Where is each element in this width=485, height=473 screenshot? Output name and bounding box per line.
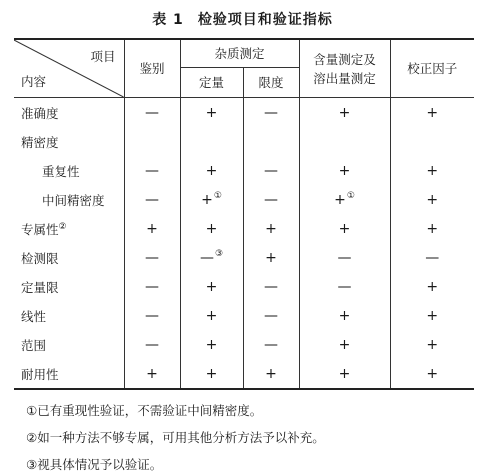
header-limit: 限度 <box>243 68 299 98</box>
row-label-text: 准确度 <box>21 105 59 121</box>
cell-value: + <box>205 104 218 121</box>
cell-value: + <box>205 278 218 295</box>
table-cell <box>243 127 299 156</box>
cell-value: + <box>338 104 351 121</box>
cell-symbol <box>339 221 351 237</box>
cell-value: + <box>338 220 351 237</box>
table-row <box>14 214 474 243</box>
cell-value: + <box>426 191 439 208</box>
row-label-text: 检测限 <box>21 250 59 266</box>
row-label <box>14 301 124 330</box>
table-cell <box>299 359 390 389</box>
cell-symbol <box>426 308 438 324</box>
table-cell <box>124 127 180 156</box>
cell-symbol <box>206 163 218 179</box>
cell-symbol <box>339 366 351 382</box>
cell-value: — <box>264 336 278 353</box>
cell-symbol <box>145 250 159 266</box>
cell-symbol <box>426 366 438 382</box>
table-row <box>14 359 474 389</box>
cell-value: — <box>145 191 159 208</box>
cell-symbol <box>339 308 351 324</box>
table-cell <box>243 98 299 128</box>
table-cell <box>299 272 390 301</box>
table-cell <box>299 301 390 330</box>
cell-symbol <box>426 279 438 295</box>
table-row <box>14 185 474 214</box>
table-cell <box>180 301 243 330</box>
cell-symbol <box>425 250 439 266</box>
cell-value: + <box>338 365 351 382</box>
header-item-label: 项目 <box>90 49 116 64</box>
table-cell <box>124 359 180 389</box>
row-label <box>14 243 124 272</box>
table-cell <box>243 330 299 359</box>
table-cell <box>390 214 474 243</box>
cell-value: + <box>265 249 277 266</box>
cell-symbol <box>201 192 222 208</box>
cell-symbol <box>334 192 355 208</box>
cell-value: + <box>265 220 277 237</box>
cell-value: + <box>334 191 346 208</box>
cell-value: + <box>338 307 351 324</box>
cell-symbol <box>426 163 438 179</box>
header-quantitative: 定量 <box>180 68 243 98</box>
cell-symbol <box>206 366 218 382</box>
cell-symbol <box>264 163 278 179</box>
cell-value: — <box>337 249 352 266</box>
cell-value: + <box>205 365 218 382</box>
table-number: 表 1 <box>152 12 184 28</box>
cell-symbol <box>426 192 438 208</box>
cell-value: + <box>146 365 158 382</box>
cell-symbol <box>265 366 277 382</box>
row-label-text: 专属性 <box>21 221 59 237</box>
cell-value: — <box>264 162 278 179</box>
cell-symbol <box>339 163 351 179</box>
table-row <box>14 272 474 301</box>
table-cell <box>124 301 180 330</box>
footnote-2: ②如一种方法不够专属，可用其他分析方法予以补充。 <box>26 430 325 445</box>
cell-value: — <box>199 249 214 266</box>
cell-value: + <box>426 336 439 353</box>
table-cell <box>180 127 243 156</box>
table-cell <box>299 156 390 185</box>
row-label-text: 中间精密度 <box>42 192 105 208</box>
row-label <box>14 127 124 156</box>
table-cell <box>124 98 180 128</box>
table-cell <box>390 359 474 389</box>
cell-symbol <box>339 105 351 121</box>
table-cell <box>243 156 299 185</box>
cell-value: — <box>264 191 278 208</box>
cell-symbol <box>426 221 438 237</box>
row-label <box>14 185 124 214</box>
cell-value: — <box>145 104 159 121</box>
cell-symbol <box>264 105 278 121</box>
table-cell <box>299 98 390 128</box>
cell-symbol <box>145 337 159 353</box>
cell-symbol <box>264 308 278 324</box>
table-cell <box>299 330 390 359</box>
cell-symbol <box>265 221 277 237</box>
row-label <box>14 330 124 359</box>
cell-symbol <box>206 221 218 237</box>
table-cell <box>390 272 474 301</box>
cell-symbol <box>426 105 438 121</box>
cell-value: + <box>426 278 439 295</box>
table-cell <box>180 272 243 301</box>
table-cell <box>390 185 474 214</box>
row-label-text: 重复性 <box>42 163 80 179</box>
cell-value: + <box>338 336 351 353</box>
table-cell <box>124 243 180 272</box>
cell-symbol <box>264 192 278 208</box>
table-row <box>14 156 474 185</box>
table-cell <box>390 156 474 185</box>
table-cell <box>180 359 243 389</box>
cell-value: + <box>426 162 439 179</box>
cell-value: + <box>426 104 439 121</box>
cell-value: + <box>146 220 158 237</box>
row-label <box>14 272 124 301</box>
cell-symbol <box>200 250 223 266</box>
row-label-footnote-mark: ② <box>58 221 67 232</box>
diagonal-header-cell <box>14 39 124 98</box>
header-assay-line1: 含量测定及 <box>313 51 376 67</box>
cell-symbol <box>264 279 278 295</box>
table-cell <box>390 330 474 359</box>
cell-footnote-mark: ① <box>346 191 355 202</box>
table-cell <box>243 214 299 243</box>
row-label-text: 耐用性 <box>21 366 59 382</box>
row-label <box>14 156 124 185</box>
cell-value: + <box>205 162 218 179</box>
cell-symbol <box>145 308 159 324</box>
cell-symbol <box>206 105 218 121</box>
header-assay <box>299 39 390 98</box>
cell-symbol <box>146 221 158 237</box>
cell-value: + <box>338 162 351 179</box>
footnote-3: ③视具体情况予以验证。 <box>26 457 163 472</box>
table-cell <box>124 156 180 185</box>
table-cell <box>124 330 180 359</box>
cell-value: + <box>205 220 218 237</box>
cell-symbol <box>206 279 218 295</box>
table-cell <box>124 185 180 214</box>
table-title <box>0 9 485 29</box>
cell-value: — <box>337 278 352 295</box>
cell-symbol <box>426 337 438 353</box>
table-cell <box>124 214 180 243</box>
table-cell <box>390 301 474 330</box>
header-content-label: 内容 <box>21 74 47 89</box>
table-row <box>14 243 474 272</box>
table-row <box>14 330 474 359</box>
table-row <box>14 127 474 156</box>
cell-footnote-mark: ③ <box>214 249 224 260</box>
table-cell <box>180 214 243 243</box>
table-cell <box>299 243 390 272</box>
cell-symbol <box>264 337 278 353</box>
cell-symbol <box>145 105 159 121</box>
table-row <box>14 301 474 330</box>
header-assay-line2: 溶出量测定 <box>313 70 376 86</box>
cell-value: — <box>145 249 159 266</box>
row-label <box>14 359 124 389</box>
cell-value: — <box>264 278 278 295</box>
cell-footnote-mark: ① <box>213 191 222 202</box>
table-row <box>14 98 474 128</box>
table-cell <box>299 214 390 243</box>
row-label <box>14 214 124 243</box>
row-label-text: 精密度 <box>21 134 59 150</box>
cell-value: + <box>201 191 213 208</box>
cell-value: + <box>265 365 277 382</box>
header-impurity: 杂质测定 <box>180 39 299 68</box>
table-cell <box>243 359 299 389</box>
cell-value: — <box>145 336 159 353</box>
footnote-1: ①已有重现性验证，不需验证中间精密度。 <box>26 403 263 418</box>
cell-value: — <box>145 162 159 179</box>
cell-value: + <box>426 365 439 382</box>
table-caption: 检验项目和验证指标 <box>197 12 333 28</box>
cell-value: — <box>425 249 440 266</box>
table-cell <box>180 185 243 214</box>
table-cell <box>390 127 474 156</box>
table-cell <box>124 272 180 301</box>
cell-symbol <box>339 337 351 353</box>
table-cell <box>390 243 474 272</box>
cell-value: + <box>205 336 218 353</box>
cell-value: — <box>145 278 159 295</box>
cell-value: + <box>426 307 439 324</box>
cell-value: — <box>264 307 278 324</box>
cell-symbol <box>265 250 277 266</box>
header-correction-factor: 校正因子 <box>390 39 474 98</box>
row-label-text: 范围 <box>21 337 47 353</box>
cell-symbol <box>146 366 158 382</box>
cell-symbol <box>206 308 218 324</box>
validation-table <box>14 38 474 390</box>
cell-symbol <box>206 337 218 353</box>
cell-value: + <box>426 220 439 237</box>
header-identification: 鉴别 <box>124 39 180 98</box>
table-cell <box>243 272 299 301</box>
table-cell <box>180 98 243 128</box>
table-cell <box>243 243 299 272</box>
table-cell <box>180 330 243 359</box>
row-label-text: 线性 <box>21 308 47 324</box>
cell-symbol <box>145 279 159 295</box>
table-cell <box>180 156 243 185</box>
table-cell <box>180 243 243 272</box>
table-cell <box>243 185 299 214</box>
cell-symbol <box>338 250 352 266</box>
table-cell <box>299 127 390 156</box>
table-cell <box>390 98 474 128</box>
cell-symbol <box>338 279 352 295</box>
cell-value: + <box>205 307 218 324</box>
row-label <box>14 98 124 128</box>
table-cell <box>243 301 299 330</box>
cell-value: — <box>264 104 278 121</box>
cell-value: — <box>145 307 159 324</box>
cell-symbol <box>145 163 159 179</box>
table-cell <box>299 185 390 214</box>
cell-symbol <box>145 192 159 208</box>
row-label-text: 定量限 <box>21 279 59 295</box>
